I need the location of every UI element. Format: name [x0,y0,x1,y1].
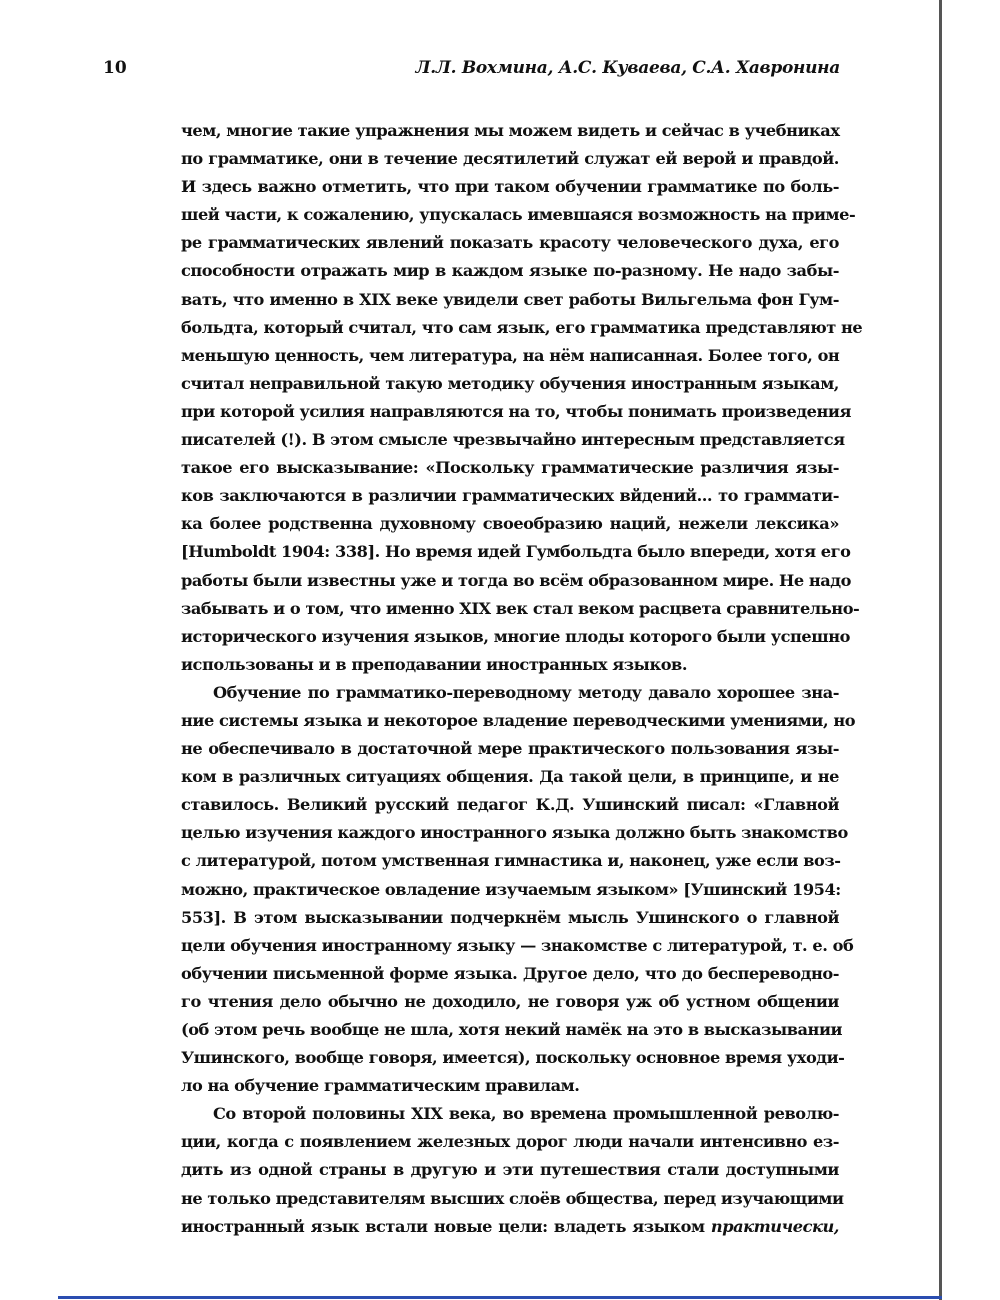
text-line: больдта, который считал, что сам язык, его грамматика представляют не [181,317,863,337]
text-line: цели обучения иностранному языку — знакомстве с литературой, т. е. об [181,935,854,955]
running-head [100,56,840,82]
text-line: [Humboldt 1904: 338]. Но время идей Гумбольдта было впереди, хотя его [181,542,851,562]
text-line: обучении письменной форме языка. Другое дело, что до беспереводно- [181,963,839,983]
paragraph-1 [181,117,863,679]
text-line: способности отражать мир в каждом языке по-разному. Не надо забы- [181,261,839,281]
text-line: при которой усилия направляются на то, чтобы понимать произведения [181,401,851,421]
text-line: 553]. В этом высказывании подчеркнём мысль Ушинского о главной [181,907,839,927]
text-line: Со второй половины XIX века, во времена промышленной револю- [213,1104,839,1124]
text-line: чем, многие такие упражнения мы можем видеть и сейчас в учебниках [181,121,840,140]
text-line: ние системы языка и некоторое владение переводческими умениями, но [181,710,856,730]
text-line: писателей (!). В этом смысле чрезвычайно интересным представляется [181,430,845,450]
text-line: ре грамматических явлений показать красоту человеческого духа, его [181,233,839,253]
text-line: работы были известны уже и тогда во всём образованном мире. Не надо [181,570,851,590]
text-line: меньшую ценность, чем литература, на нём написанная. Более того, он [181,345,840,365]
page-number: 10 [103,58,127,78]
text-line: ции, когда с появлением железных дорог люди начали интенсивно ез- [181,1132,839,1152]
text-line: Ушинского, вообще говоря, имеется), поскольку основное время уходи- [181,1048,845,1068]
text-line: забывать и о том, что именно XIX век стал веком расцвета сравнительно- [181,598,860,618]
paragraph-3 [181,1100,844,1240]
text-line: ло на обучение грамматическим правилам. [181,1076,580,1096]
text-line: такое его высказывание: «Поскольку грамматические различия язы- [181,458,839,478]
text-line: можно, практическое овладение изучаемым языком» [Ушинский 1954: [181,879,841,899]
page-edge-bottom-rule [58,1296,942,1299]
text-line: не обеспечивало в достаточной мере практического пользования язы- [181,739,839,759]
italic-emphasis: практически, [710,1216,839,1236]
text-line: с литературой, потом умственная гимнастика и, наконец, уже если воз- [181,851,841,871]
text-line: ком в различных ситуациях общения. Да такой цели, в принципе, и не [181,767,839,787]
body-text [181,117,863,1241]
text-line: по грамматике, они в течение десятилетий служат ей верой и правдой. [181,149,839,169]
text-line: целью изучения каждого иностранного языка должно быть знакомство [181,823,848,843]
text-line: И здесь важно отметить, что при таком обучении грамматике по боль- [181,177,839,197]
text-line: ков заключаются в различии грамматических вйдений... то граммати- [181,486,839,506]
running-head-authors: Л.Л. Вохмина, А.С. Куваева, С.А. Хавронина [415,58,840,78]
text-line: не только представителям высших слоёв общества, перед изучающими [181,1188,844,1208]
text-line: (об этом речь вообще не шла, хотя некий намёк на это в высказывании [181,1020,843,1039]
text-line: ка более родственна духовному своеобразию наций, нежели лексика» [181,514,839,534]
text-line: дить из одной страны в другую и эти путешествия стали доступными [181,1160,839,1180]
text-line: использованы и в преподавании иностранных языков. [181,654,688,674]
text-line: ставилось. Великий русский педагог К.Д. Ушинский писал: «Главной [181,795,839,815]
text-line: Обучение по грамматико-переводному методу давало хорошее зна- [213,682,839,702]
text-line: го чтения дело обычно не доходило, не говоря уж об устном общении [181,991,839,1011]
text-line: шей части, к сожалению, упускалась имевшаяся возможность на приме- [181,205,856,225]
page-edge-right-rule [939,0,942,1300]
text-line: иностранный язык встали новые цели: владеть языком практически, [181,1216,839,1236]
text-line: вать, что именно в XIX веке увидели свет работы Вильгельма фон Гум- [181,289,839,309]
text-line: считал неправильной такую методику обучения иностранным языкам, [181,373,839,393]
text-line: исторического изучения языков, многие плоды которого были успешно [181,626,850,646]
paragraph-2 [181,679,856,1100]
